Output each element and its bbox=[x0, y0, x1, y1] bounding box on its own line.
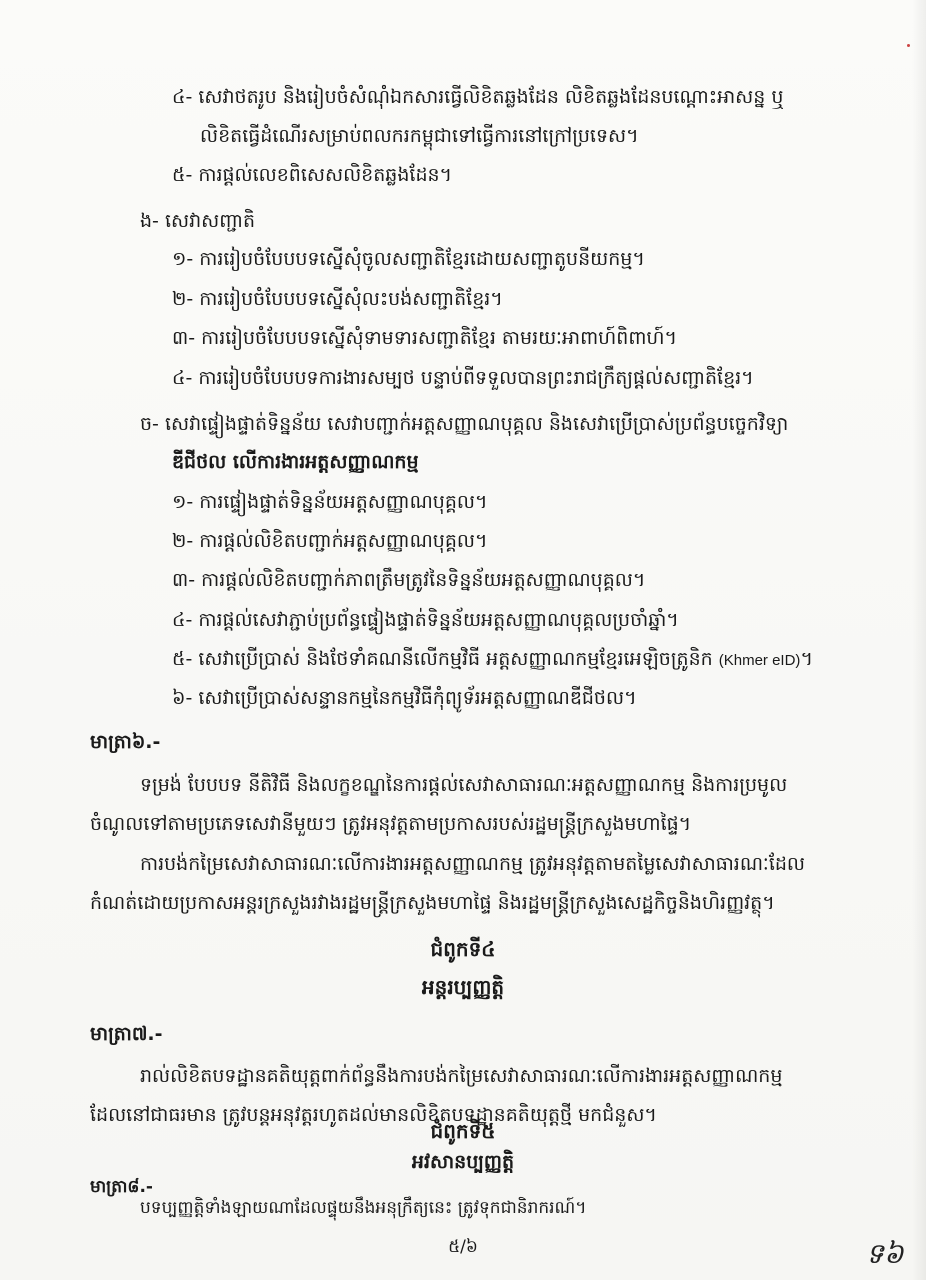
article-8-title: មាត្រា៨.- bbox=[90, 1177, 153, 1197]
article-6-para2-line2: កំណត់ដោយប្រកាសអន្តរក្រសួងរវាងរដ្ឋមន្ត្រីក្រសួងមហាផ្ទៃ និងរដ្ឋមន្ត្រីក្រសួងសេដ្ឋកិច្ចនិងហិរញ្ញវត្ថុ។ bbox=[90, 892, 775, 914]
list-item-accuracy-certificate: ៣- ការផ្ដល់លិខិតបញ្ជាក់ភាពត្រឹមត្រូវនៃទិន្នន័យអត្តសញ្ញាណបុគ្គល។ bbox=[172, 569, 646, 591]
list-item-renounce-nationality: ២- ការរៀបចំបែបបទស្នើសុំលះបង់សញ្ជាតិខ្មែរ។ bbox=[172, 288, 503, 310]
chapter-4-heading: ជំពូកទី៤ bbox=[430, 937, 496, 961]
chapter-5-title: អវសានប្បញ្ញត្តិ bbox=[411, 1151, 515, 1173]
list-item-annual-connection: ៤- ការផ្ដល់សេវាភ្ជាប់ប្រព័ន្ធផ្ទៀងផ្ទាត់ទិន្នន័យអត្តសញ្ញាណបុគ្គលប្រចាំឆ្នាំ។ bbox=[172, 609, 679, 631]
section-verification-heading-cont: ឌីជីថល លើការងារអត្តសញ្ញាណកម្ម bbox=[172, 451, 419, 473]
list-item-naturalization: ១- ការរៀបចំបែបបទស្នើសុំចូលសញ្ជាតិខ្មែរដោយសញ្ជាតូបនីយកម្ម។ bbox=[172, 248, 645, 270]
ink-dot bbox=[907, 44, 910, 47]
list-item-special-passport-number: ៥- ការផ្ដល់លេខពិសេសលិខិតឆ្លងដែន។ bbox=[172, 164, 453, 186]
page-edge-shadow bbox=[912, 0, 926, 1280]
page-number: ៥/៦ bbox=[448, 1237, 478, 1257]
list-item-claim-nationality-marriage: ៣- ការរៀបចំបែបបទស្នើសុំទាមទារសញ្ជាតិខ្មែរ តាមរយៈអាពាហ៍ពិពាហ៍។ bbox=[172, 327, 678, 349]
section-verification-heading: ច- សេវាផ្ទៀងផ្ទាត់ទិន្នន័យ សេវាបញ្ជាក់អត្តសញ្ញាណបុគ្គល និងសេវាប្រើប្រាស់ប្រព័ន្ធបច្ចេកវិទ្យា bbox=[140, 413, 789, 435]
list-item-oath: ៤- ការរៀបចំបែបបទការងារសម្បថ បន្ទាប់ពីទទួលបានព្រះរាជក្រឹត្យផ្ដល់សញ្ជាតិខ្មែរ។ bbox=[172, 367, 754, 389]
eid-end: ។ bbox=[800, 648, 813, 670]
list-item-identity-certificate: ២- ការផ្ដល់លិខិតបញ្ជាក់អត្តសញ្ញាណបុគ្គល។ bbox=[172, 530, 488, 552]
article-6-para1-line1: ទម្រង់ បែបបទ នីតិវិធី និងលក្ខខណ្ឌនៃការផ្ដល់សេវាសាធារណៈអត្តសញ្ញាណកម្ម និងការប្រមូល bbox=[140, 774, 788, 796]
list-item-verify-data: ១- ការផ្ទៀងផ្ទាត់ទិន្នន័យអត្តសញ្ញាណបុគ្គល។ bbox=[172, 491, 488, 513]
list-item-passport-photo-cont: លិខិតធ្វើដំណើរសម្រាប់ពលករកម្ពុជាទៅធ្វើការនៅក្រៅប្រទេស។ bbox=[200, 125, 639, 147]
section-nationality-heading: ង- សេវាសញ្ជាតិ bbox=[140, 210, 256, 232]
eid-latin: (Khmer eID) bbox=[718, 652, 801, 669]
article-7-para-line1: រាល់លិខិតបទដ្ឋានគតិយុត្តពាក់ព័ន្ធនឹងការបង់កម្រៃសេវាសាធារណៈលើការងារអត្តសញ្ញាណកម្ម bbox=[140, 1065, 783, 1087]
article-6-para1-line2: ចំណូលទៅតាមប្រភេទសេវានីមួយៗ ត្រូវអនុវត្តតាមប្រកាសរបស់រដ្ឋមន្ត្រីក្រសួងមហាផ្ទៃ។ bbox=[90, 813, 692, 835]
chapter-5-heading: ជំពូកទី៥ bbox=[430, 1119, 496, 1143]
list-item-eid-account bbox=[172, 644, 813, 676]
article-6-para2-line1: ការបង់កម្រៃសេវាសាធារណៈលើការងារអត្តសញ្ញាណកម្ម ត្រូវអនុវត្តតាមតម្លៃសេវាសាធារណៈដែល bbox=[140, 853, 806, 875]
article-7-para-line2: ដែលនៅជាធរមាន ត្រូវបន្តអនុវត្តរហូតដល់មានលិខិតបទដ្ឋានគតិយុត្តថ្មី មកជំនួស។ bbox=[90, 1104, 657, 1126]
article-6-title: មាត្រា៦.- bbox=[90, 731, 161, 753]
eid-text: ៥- សេវាប្រើប្រាស់ និងថែទាំគណនីលើកម្មវិធី អត្តសញ្ញាណកម្មខ្មែរអេឡិចត្រូនិក bbox=[172, 648, 713, 670]
article-8-para: បទប្បញ្ញត្តិទាំងឡាយណាដែលផ្ទុយនឹងអនុក្រឹត្យនេះ ត្រូវទុកជានិរាករណ៍។ bbox=[140, 1198, 587, 1218]
list-item-digital-identity-api: ៦- សេវាប្រើប្រាស់សន្ទានកម្មនៃកម្មវិធីកុំព្យូទ័រអត្តសញ្ញាណឌីជីថល។ bbox=[172, 687, 637, 709]
list-item-passport-photo: ៤- សេវាថតរូប និងរៀបចំសំណុំឯកសារធ្វើលិខិតឆ្លងដែន លិខិតឆ្លងដែនបណ្ដោះអាសន្ន ឬ bbox=[172, 86, 784, 108]
handwritten-initial: ទ៦ bbox=[866, 1237, 904, 1270]
chapter-4-title: អន្តរប្បញ្ញត្តិ bbox=[421, 975, 505, 999]
article-7-title: មាត្រា៧.- bbox=[90, 1023, 163, 1045]
